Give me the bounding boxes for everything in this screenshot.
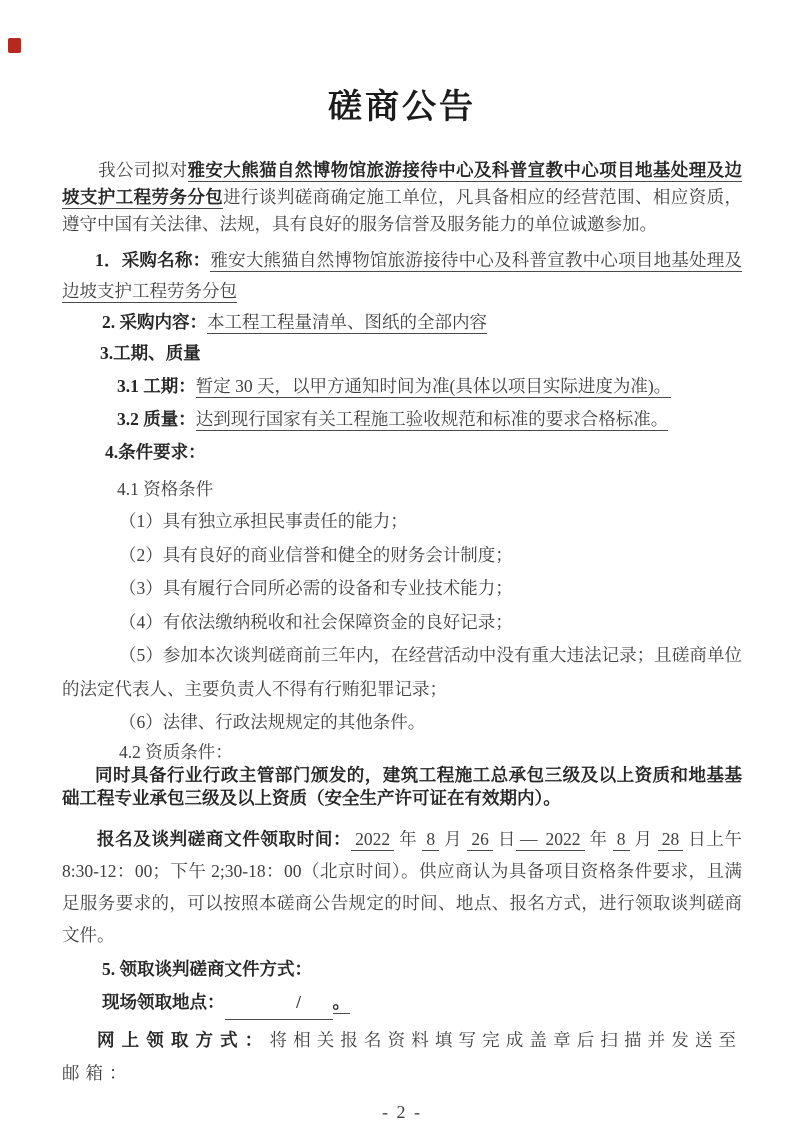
qualification-item-2: （2）具有良好的商业信誉和健全的财务会计制度；: [119, 544, 513, 565]
page-number: - 2 -: [382, 1101, 422, 1122]
qualification-item-1: （1）具有独立承担民事责任的能力；: [119, 511, 408, 531]
qualification-item-4: （4）有依法缴纳税收和社会保障资金的良好记录；: [119, 611, 513, 632]
signup-month2: 8: [613, 829, 630, 851]
procurement-content-label: 2. 采购内容：: [102, 312, 207, 332]
section-3-heading: 3.工期、质量: [100, 343, 201, 363]
credential-subheading: 4.2 资质条件：: [119, 741, 233, 762]
online-pickup-value: 将相关报名资料填写完成盖章后扫描并发送至邮箱：: [62, 1029, 743, 1083]
quality-value: 达到现行国家有关工程施工验收规范和标准的要求合格标准。: [195, 409, 669, 429]
credential-body: 同时具备行业行政主管部门颁发的，建筑工程施工总承包三级及以上资质和地基基础工程专业承包三级及以上资质（安全生产许可证在有效期内）。: [62, 764, 742, 808]
signup-day1: 26: [467, 829, 493, 851]
signup-time-paragraph: 报名及谈判磋商文件领取时间： 2022 年 8 月 26 日 — 2022 年 8 月 28 日上午 8:30-12：00；下午 2;30-18：00（北京时间）。供应商认为具备项目资格条件要求，且满足服务要求的，可以按照本磋商公告规定的时间、地点、报名方式，进行领取谈判磋商文件。: [62, 828, 743, 945]
signup-year1: 2022: [351, 829, 394, 851]
duration-value: 暂定 30 天，以甲方通知时间为准(具体以项目实际进度为准)。: [195, 376, 672, 396]
signup-day2: 28: [658, 829, 684, 851]
qualification-item-6: （6）法律、行政法规规定的其他条件。: [119, 712, 426, 732]
procurement-name-value: 雅安大熊猫自然博物馆旅游接待中心及科普宣教中心项目地基处理及边坡支护工程劳务分包: [62, 250, 743, 301]
duration-item: [62, 370, 742, 403]
signup-month1: 8: [422, 829, 439, 851]
signup-year2: 2022: [542, 829, 585, 851]
intro-prefix: 我公司拟对: [98, 160, 188, 180]
procurement-content-value: 本工程工程量清单、图纸的全部内容: [207, 312, 487, 332]
onsite-pickup-label: 现场领取地点：: [102, 991, 225, 1012]
quality-item: [62, 403, 742, 436]
online-pickup-label: 网上领取方式：: [97, 1029, 270, 1050]
signup-time-label: 报名及谈判磋商文件领取时间：: [97, 828, 352, 849]
qualification-item-3: （3）具有履行合同所必需的设备和专业技术能力；: [119, 578, 513, 598]
onsite-pickup-item: [62, 986, 742, 1020]
qualification-subheading: 4.1 资格条件: [117, 479, 214, 499]
onsite-pickup-blank: /: [225, 986, 333, 1020]
section-5-heading: 5. 领取谈判磋商文件方式：: [102, 958, 312, 979]
intro-suffix: 进行谈判磋商确定施工单位，凡具备相应的经营范围、相应资质，遵守中国有关法律、法规，具有良好的服务信誉及服务能力的单位诚邀参加。: [62, 187, 743, 234]
intro-project-name: 雅安大熊猫自然博物馆旅游接待中心及科普宣教中心项目地基处理及边坡支护工程劳务分包: [62, 160, 742, 207]
section-4-heading: 4.条件要求：: [105, 442, 206, 462]
signup-dash: —: [516, 829, 542, 851]
procurement-name-label: 1．采购名称：: [95, 250, 211, 270]
quality-label: 3.2 质量：: [117, 409, 196, 429]
page-title: 磋商公告: [328, 89, 476, 126]
duration-label: 3.1 工期：: [117, 376, 196, 396]
red-stamp-artifact: [8, 38, 21, 53]
signup-time-line2: 下午 2;30-18：00（北京时间）。供应商认为具备项目资格条件要求，且满足服务要求的，可以按照本磋商公告规定的时间、地点、报名方式，进行领取谈判磋商文件。: [62, 860, 742, 945]
qualification-item-5: （5）参加本次谈判磋商前三年内，在经营活动中没有重大违法记录；且磋商单位的法定代表人、主要负责人不得有行贿犯罪记录；: [62, 645, 742, 699]
procurement-content-item: [62, 307, 742, 337]
onsite-pickup-period: 。: [332, 991, 350, 1012]
procurement-name-item: [62, 245, 742, 307]
online-pickup-item: [62, 1024, 742, 1090]
intro-paragraph: [62, 157, 742, 238]
